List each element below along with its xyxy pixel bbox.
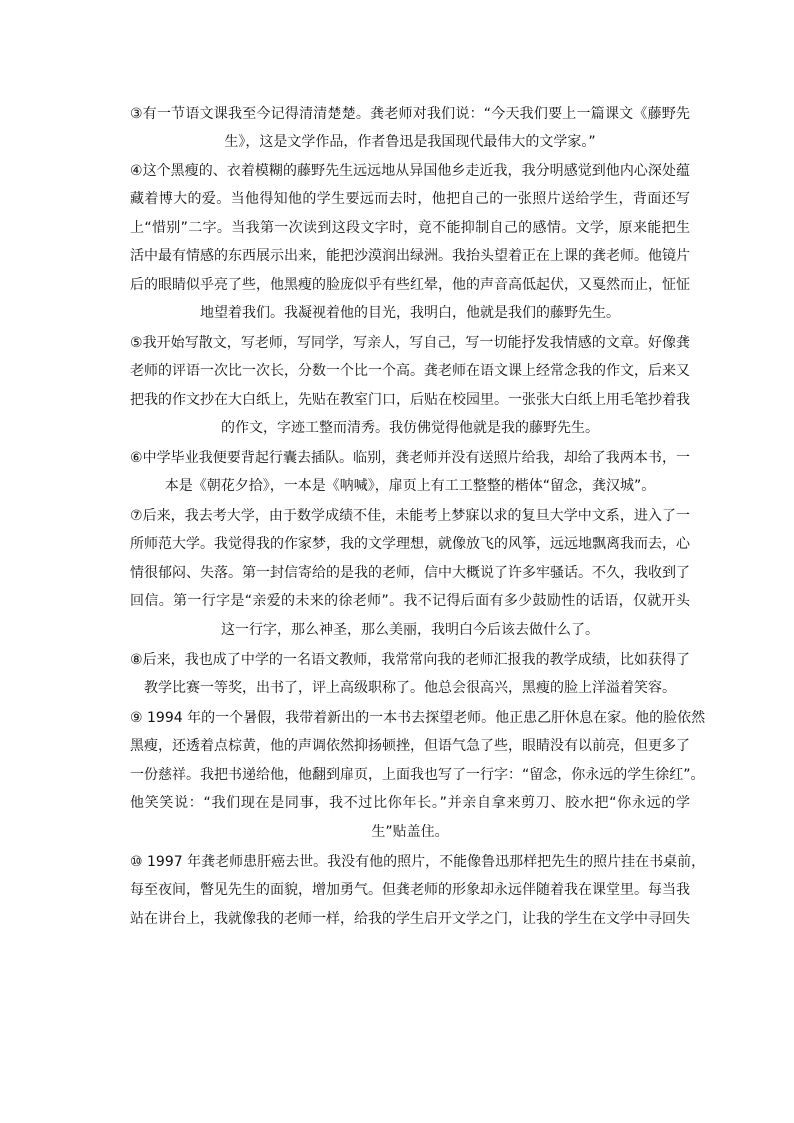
text-line: 所师范大学。我觉得我的作家梦，我的文学理想，就像放飞的风筝，远远地飘离我而去，心 — [130, 536, 690, 552]
text-line: 老师的评语一次比一次长，分数一个比一个高。龚老师在语文课上经常念我的作文，后来又 — [130, 363, 690, 379]
text-line: ④这个黑瘦的、衣着模糊的藤野先生远远地从异国他乡走近我，我分明感觉到他内心深处蕴 — [130, 163, 690, 179]
text-line: 上“惜别”二字。当我第一次读到这段文字时，竟不能抑制自己的感情。文学，原来能把生 — [130, 220, 690, 236]
text-line: 本是《朝花夕拾》，一本是《呐喊》，扉页上有工工整整的楷体“留念，龚汉城”。 — [164, 478, 656, 494]
text-line: 这一行字，那么神圣，那么美丽，我明白今后该去做什么了。 — [221, 622, 599, 638]
text-line: 后的眼睛似乎亮了些，他黑瘦的脸庞似乎有些红晕，他的声音高低起伏，又戛然而止，怔怔 — [130, 277, 690, 293]
text-line: 藏着博大的爱。当他得知他的学生要远而去时，他把自己的一张照片送给学生，背面还写 — [130, 191, 690, 207]
text-line: ⑤我开始写散文，写老师，写同学，写亲人，写自己，写一切能抒发我情感的文章。好像龚 — [130, 335, 690, 351]
text-line: 教学比赛一等奖，出书了，评上高级职称了。他总会很高兴，黑瘦的脸上洋溢着笑容。 — [144, 680, 676, 696]
text-line: ⑩ 1997 年龚老师患肝癌去世。我没有他的照片，不能像鲁迅那样把先生的照片挂在书桌前， — [130, 854, 706, 870]
text-line: 生”贴盖住。 — [371, 824, 449, 840]
text-line: 一份慈祥。我把书递给他，他翻到扉页，上面我也写了一行字：“留念，你永远的学生徐红”。 — [130, 767, 705, 783]
text-line: 每至夜间，瞥见先生的面貌，增加勇气。但龚老师的形象却永远伴随着我在课堂里。每当我 — [130, 882, 690, 898]
text-line: ③有一节语文课我至今记得清清楚楚。龚老师对我们说：“今天我们要上一篇课文《藤野先 — [130, 106, 690, 122]
text-line: 站在讲台上，我就像我的老师一样，给我的学生启开文学之门，让我的学生在文学中寻回失 — [130, 911, 690, 927]
text-line: 回信。第一行字是“亲爱的未来的徐老师”。我不记得后面有多少鼓励性的话语，仅就开头 — [130, 593, 690, 609]
text-line: 他笑笑说：“我们现在是同事，我不过比你年长。”并亲自拿来剪刀、胶水把“你永远的学 — [130, 795, 690, 811]
text-line: 黑瘦，还透着点棕黄，他的声调依然抑扬顿挫，但语气急了些，眼睛没有以前亮，但更多了 — [130, 738, 690, 754]
text-line: 活中最有情感的东西展示出来，能把沙漠润出绿洲。我抬头望着正在上课的龚老师。他镜片 — [130, 248, 690, 264]
text-line: ⑥中学毕业我便要背起行囊去插队。临别，龚老师并没有送照片给我，却给了我两本书，一 — [130, 450, 690, 466]
text-line: 把我的作文抄在大白纸上，先贴在教室门口，后贴在校园里。一张张大白纸上用毛笔抄着我 — [130, 392, 690, 408]
text-line: ⑦后来，我去考大学，由于数学成绩不佳，未能考上梦寐以求的复旦大学中文系，进入了一 — [130, 508, 690, 524]
text-line: 情很郁闷、失落。第一封信寄给的是我的老师，信中大概说了许多牢骚话。不久，我收到了 — [130, 565, 690, 581]
text-line: ⑧后来，我也成了中学的一名语文教师，我常常向我的老师汇报我的教学成绩，比如获得了 — [130, 652, 690, 668]
text-line: ⑨ 1994 年的一个暑假，我带着新出的一本书去探望老师。他正患乙肝休息在家。他的脸依然 — [130, 710, 706, 726]
text-line: 的作文，字迹工整而清秀。我仿佛觉得他就是我的藤野先生。 — [221, 420, 599, 436]
text-line: 地望着我们。我凝视着他的目光，我明白，他就是我们的藤野先生。 — [200, 305, 620, 321]
text-line: 生》，这是文学作品，作者鲁迅是我国现代最伟大的文学家。” — [224, 134, 596, 150]
